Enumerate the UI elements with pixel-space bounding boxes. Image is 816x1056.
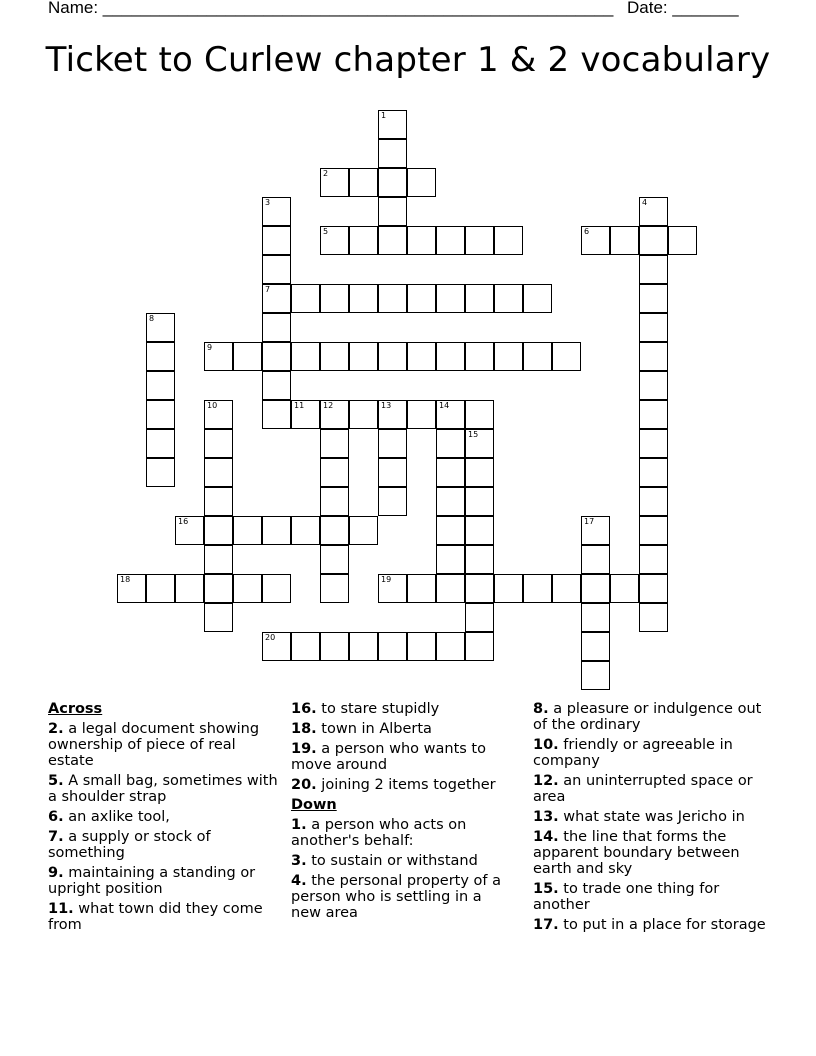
grid-cell[interactable] <box>262 226 291 255</box>
grid-cell[interactable] <box>262 632 291 661</box>
clue-number: 8 <box>149 314 155 323</box>
grid-cell[interactable] <box>233 342 262 371</box>
across-clue-5: 5. A small bag, sometimes with a shoulder strap <box>48 773 278 805</box>
grid-cell[interactable] <box>436 342 465 371</box>
clue-number: 5 <box>323 227 329 236</box>
across-clue-7: 7. a supply or stock of something <box>48 829 211 861</box>
across-clue-20: 20. joining 2 items together <box>291 777 496 793</box>
grid-cell[interactable] <box>465 342 494 371</box>
grid-cell[interactable] <box>436 516 465 545</box>
clue-number: 6 <box>584 227 590 236</box>
clue-number: 18 <box>120 575 131 584</box>
grid-cell[interactable] <box>465 632 494 661</box>
grid-cell[interactable] <box>465 429 494 458</box>
grid-cell[interactable] <box>378 226 407 255</box>
grid-cell[interactable] <box>465 574 494 603</box>
across-clue-16: 16. to stare stupidly <box>291 701 440 717</box>
clue-number: 12 <box>323 401 334 410</box>
grid-cell[interactable] <box>494 284 523 313</box>
grid-cell[interactable] <box>378 632 407 661</box>
grid-cell[interactable] <box>494 226 523 255</box>
down-clue-14: 14. the line that forms the apparent boundary between earth and sky <box>533 829 740 877</box>
clue-number: 15 <box>468 430 479 439</box>
page-title: Ticket to Curlew chapter 1 & 2 vocabulary <box>45 40 771 80</box>
grid-cell[interactable] <box>146 458 175 487</box>
grid-cell[interactable] <box>291 400 320 429</box>
grid-cell[interactable] <box>320 400 349 429</box>
grid-cell[interactable] <box>204 400 233 429</box>
grid-cell[interactable] <box>204 574 233 603</box>
grid-cell[interactable] <box>639 487 668 516</box>
grid-cell[interactable] <box>378 197 407 226</box>
grid-cell[interactable] <box>349 226 378 255</box>
grid-cell[interactable] <box>378 284 407 313</box>
grid-cell[interactable] <box>146 313 175 342</box>
grid-cell[interactable] <box>552 574 581 603</box>
grid-cell[interactable] <box>262 313 291 342</box>
across-clue-9: 9. maintaining a standing or upright position <box>48 865 256 897</box>
grid-cell[interactable] <box>146 400 175 429</box>
grid-cell[interactable] <box>465 516 494 545</box>
grid-cell[interactable] <box>639 429 668 458</box>
grid-cell[interactable] <box>639 313 668 342</box>
grid-cell[interactable] <box>378 400 407 429</box>
grid-cell[interactable] <box>639 226 668 255</box>
grid-cell[interactable] <box>262 516 291 545</box>
grid-cell[interactable] <box>291 632 320 661</box>
name-field-label: Name: ______________________________________________________ <box>48 0 614 17</box>
grid-cell[interactable] <box>349 168 378 197</box>
grid-cell[interactable] <box>320 545 349 574</box>
grid-cell[interactable] <box>378 342 407 371</box>
grid-cell[interactable] <box>146 342 175 371</box>
grid-cell[interactable] <box>262 197 291 226</box>
grid-cell[interactable] <box>262 400 291 429</box>
grid-cell[interactable] <box>204 545 233 574</box>
grid-cell[interactable] <box>465 458 494 487</box>
grid-cell[interactable] <box>378 458 407 487</box>
down-clue-10: 10. friendly or agreeable in company <box>533 737 733 769</box>
clue-number: 1 <box>381 111 387 120</box>
grid-cell[interactable] <box>204 516 233 545</box>
down-clue-17: 17. to put in a place for storage <box>533 917 766 933</box>
grid-cell[interactable] <box>407 226 436 255</box>
grid-cell[interactable] <box>320 516 349 545</box>
clue-number: 4 <box>642 198 648 207</box>
grid-cell[interactable] <box>639 255 668 284</box>
grid-cell[interactable] <box>523 284 552 313</box>
grid-cell[interactable] <box>349 632 378 661</box>
grid-cell[interactable] <box>378 429 407 458</box>
grid-cell[interactable] <box>378 574 407 603</box>
grid-cell[interactable] <box>407 284 436 313</box>
across-clue-18: 18. town in Alberta <box>291 721 432 737</box>
grid-cell[interactable] <box>407 632 436 661</box>
down-clue-13: 13. what state was Jericho in <box>533 809 745 825</box>
grid-cell[interactable] <box>320 284 349 313</box>
grid-cell[interactable] <box>320 632 349 661</box>
grid-cell[interactable] <box>378 487 407 516</box>
grid-cell[interactable] <box>581 661 610 690</box>
grid-cell[interactable] <box>204 603 233 632</box>
grid-cell[interactable] <box>639 574 668 603</box>
grid-cell[interactable] <box>407 574 436 603</box>
clue-number: 10 <box>207 401 218 410</box>
clue-number: 7 <box>265 285 271 294</box>
grid-cell[interactable] <box>436 574 465 603</box>
grid-cell[interactable] <box>291 516 320 545</box>
grid-cell[interactable] <box>465 487 494 516</box>
grid-cell[interactable] <box>639 545 668 574</box>
grid-cell[interactable] <box>610 226 639 255</box>
grid-cell[interactable] <box>204 429 233 458</box>
grid-cell[interactable] <box>175 574 204 603</box>
grid-cell[interactable] <box>436 632 465 661</box>
grid-cell[interactable] <box>146 429 175 458</box>
grid-cell[interactable] <box>465 226 494 255</box>
grid-cell[interactable] <box>204 458 233 487</box>
clue-number: 19 <box>381 575 392 584</box>
grid-cell[interactable] <box>320 487 349 516</box>
across-clue-6: 6. an axlike tool, <box>48 809 170 825</box>
date-field-label: Date: _______ <box>627 0 739 17</box>
grid-cell[interactable] <box>639 458 668 487</box>
grid-cell[interactable] <box>291 284 320 313</box>
grid-cell[interactable] <box>465 603 494 632</box>
grid-cell[interactable] <box>320 226 349 255</box>
grid-cell[interactable] <box>262 574 291 603</box>
grid-cell[interactable] <box>204 487 233 516</box>
grid-cell[interactable] <box>407 168 436 197</box>
grid-cell[interactable] <box>291 342 320 371</box>
grid-cell[interactable] <box>552 342 581 371</box>
grid-cell[interactable] <box>320 458 349 487</box>
grid-cell[interactable] <box>436 400 465 429</box>
grid-cell[interactable] <box>117 574 146 603</box>
across-clue-11: 11. what town did they come from <box>48 901 263 933</box>
across-clue-19: 19. a person who wants to move around <box>291 741 486 773</box>
grid-cell[interactable] <box>436 545 465 574</box>
grid-cell[interactable] <box>639 371 668 400</box>
clue-column-2 <box>291 701 516 925</box>
down-clue-15: 15. to trade one thing for another <box>533 881 720 913</box>
grid-cell[interactable] <box>349 400 378 429</box>
grid-cell[interactable] <box>436 284 465 313</box>
grid-cell[interactable] <box>349 342 378 371</box>
clue-number: 13 <box>381 401 392 410</box>
grid-cell[interactable] <box>465 400 494 429</box>
down-clue-4: 4. the personal property of a person who is settling in a new area <box>291 873 502 921</box>
grid-cell[interactable] <box>262 371 291 400</box>
grid-cell[interactable] <box>581 545 610 574</box>
grid-cell[interactable] <box>436 226 465 255</box>
grid-cell[interactable] <box>262 284 291 313</box>
grid-cell[interactable] <box>581 603 610 632</box>
grid-cell[interactable] <box>349 284 378 313</box>
grid-cell[interactable] <box>436 429 465 458</box>
grid-cell[interactable] <box>175 516 204 545</box>
grid-cell[interactable] <box>320 574 349 603</box>
clue-number: 14 <box>439 401 450 410</box>
clue-column-1 <box>48 701 278 937</box>
grid-cell[interactable] <box>320 429 349 458</box>
grid-cell[interactable] <box>668 226 697 255</box>
clue-number: 3 <box>265 198 271 207</box>
grid-cell[interactable] <box>639 400 668 429</box>
grid-cell[interactable] <box>262 342 291 371</box>
clue-column-3 <box>533 701 773 937</box>
down-heading: Down <box>291 797 337 813</box>
down-clue-8: 8. a pleasure or indulgence out of the ordinary <box>533 701 762 733</box>
grid-cell[interactable] <box>581 516 610 545</box>
clue-number: 16 <box>178 517 189 526</box>
grid-cell[interactable] <box>639 342 668 371</box>
grid-cell[interactable] <box>436 487 465 516</box>
clue-number: 9 <box>207 343 213 352</box>
across-clue-2: 2. a legal document showing ownership of piece of real estate <box>48 721 260 769</box>
grid-cell[interactable] <box>378 139 407 168</box>
grid-cell[interactable] <box>349 516 378 545</box>
down-clue-1: 1. a person who acts on another's behalf: <box>291 817 467 849</box>
grid-cell[interactable] <box>639 516 668 545</box>
grid-cell[interactable] <box>639 284 668 313</box>
grid-cell[interactable] <box>494 342 523 371</box>
down-clue-12: 12. an uninterrupted space or area <box>533 773 753 805</box>
grid-cell[interactable] <box>494 574 523 603</box>
grid-cell[interactable] <box>523 342 552 371</box>
grid-cell[interactable] <box>320 342 349 371</box>
grid-cell[interactable] <box>204 342 233 371</box>
clue-number: 17 <box>584 517 595 526</box>
grid-cell[interactable] <box>407 342 436 371</box>
grid-cell[interactable] <box>639 603 668 632</box>
grid-cell[interactable] <box>233 574 262 603</box>
grid-cell[interactable] <box>581 226 610 255</box>
grid-cell[interactable] <box>262 255 291 284</box>
grid-cell[interactable] <box>465 284 494 313</box>
grid-cell[interactable] <box>378 110 407 139</box>
grid-cell[interactable] <box>639 197 668 226</box>
grid-cell[interactable] <box>378 168 407 197</box>
grid-cell[interactable] <box>320 168 349 197</box>
grid-cell[interactable] <box>146 371 175 400</box>
clue-number: 20 <box>265 633 276 642</box>
grid-cell[interactable] <box>407 400 436 429</box>
clue-number: 11 <box>294 401 305 410</box>
grid-cell[interactable] <box>436 458 465 487</box>
grid-cell[interactable] <box>610 574 639 603</box>
grid-cell[interactable] <box>523 574 552 603</box>
grid-cell[interactable] <box>581 574 610 603</box>
grid-cell[interactable] <box>146 574 175 603</box>
across-heading: Across <box>48 701 103 717</box>
grid-cell[interactable] <box>581 632 610 661</box>
down-clue-3: 3. to sustain or withstand <box>291 853 478 869</box>
grid-cell[interactable] <box>233 516 262 545</box>
grid-cell[interactable] <box>465 545 494 574</box>
clue-number: 2 <box>323 169 329 178</box>
